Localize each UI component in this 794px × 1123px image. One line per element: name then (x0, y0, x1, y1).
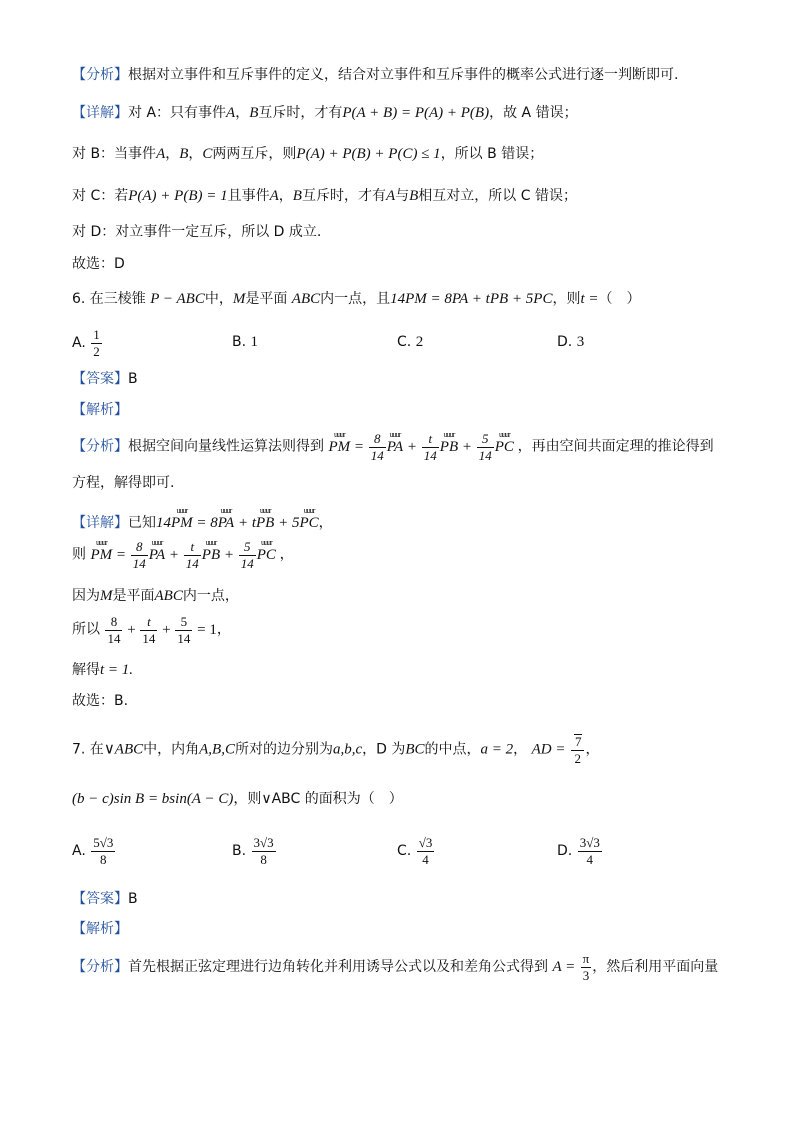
q5-line-b-post: ，所以 B 错误； (440, 146, 544, 162)
q5-event-b: B (249, 105, 259, 121)
analysis-label: 【分析】 (72, 67, 128, 83)
q6-then-formula: uuur PM = $\frac{8}{14}$ uuur PA + $\frac{t}{14}$ uuur PB + $\frac{5}{14}$ uuur PC (90, 547, 279, 563)
q7-stem: 7. 在∨ABC中，内角A,B,C所对的边分别为a,b,c，D 为BC的中点，a = 2， AD = $\frac{7}{2}$ ， (72, 734, 600, 766)
q7-option-a-value: $\frac{5√3}{8}$ (93, 835, 114, 867)
q5-event-a: A (226, 105, 236, 121)
q5-line-c-mid2: 互斥时，才有 (301, 188, 386, 204)
q6-because (72, 589, 239, 604)
q6-plane: 是平面 (245, 291, 288, 307)
q7-option-b-label: B. (232, 843, 247, 860)
q7-option-c-value: $\frac{√3}{4}$ (418, 835, 433, 867)
q7-analysis-a: A = (552, 959, 576, 976)
q5-c-b: B (292, 188, 302, 204)
q7-stem-pre: 7. 在 (72, 741, 104, 758)
q6-solve (72, 663, 133, 678)
q6-option-d-value: 3 (576, 334, 585, 350)
q5-detail-a-post: ，故 A 错误； (489, 105, 578, 121)
q6-option-a-label: A. (72, 335, 86, 352)
q6-option-d-label: D. (557, 334, 573, 350)
q6-so: 所以 $\frac{8}{14}$ + $\frac{t}{14}$ + $\frac{5}{14}$ = 1， (72, 614, 231, 646)
q7-tri: ∨ABC (103, 741, 144, 758)
q7-ad: AD = (531, 741, 566, 758)
q6-so-result: = 1 (197, 621, 217, 638)
q5-analysis (72, 68, 678, 82)
q7-d: ，D 为 (362, 741, 406, 758)
q6-explain (72, 403, 128, 417)
q6-analysis-post: ，再由空间共面定理的推论得到 (517, 438, 714, 455)
q7-option-d-value: $\frac{3√3}{4}$ (579, 835, 600, 867)
q5-c-b2: B (409, 188, 419, 204)
q6-analysis-formula: uuur PM = $\frac{8}{14}$ uuur PA + $\frac{t}{14}$ uuur PB + $\frac{5}{14}$ uuur PC (328, 439, 517, 455)
q6-because-abc: ABC (154, 588, 183, 604)
q7-ad-value: $\frac{7}{2}$ (571, 734, 585, 765)
q6-then: 则 uuur PM = $\frac{8}{14}$ uuur PA + $\frac{t}{14}$ uuur PB + $\frac{5}{14}$ uuur PC ， (72, 540, 294, 570)
q6-because-label: 因为 (72, 588, 100, 604)
q5-line-c-post: 相互对立，所以 C 错误； (418, 188, 577, 204)
q6-vector-eq: 14PM = 8PA + tPB + 5PC (390, 291, 553, 307)
q6-paren: （ ） (598, 291, 641, 307)
q6-option-b-value: 1 (250, 334, 259, 350)
q6-option-c[interactable] (397, 335, 423, 350)
q5-c-a2: A (385, 188, 396, 204)
q6-stem-pre: 6. 在三棱锥 (72, 291, 146, 307)
q7-equation: (b − c)sin B = bsin(A − C) (72, 791, 234, 807)
q5-analysis-text: 根据对立事件和互斥事件的定义，结合对立事件和互斥事件的概率公式进行逐一判断即可. (128, 67, 679, 83)
q7-analysis-text: 首先根据正弦定理进行边角转化并利用诱导公式以及和差角公式得到 (128, 959, 548, 976)
q5-c-a: A (269, 188, 279, 204)
q6-because-plane: 是平面 (112, 588, 155, 604)
q7-analysis-tail: ，然后利用平面向量 (592, 959, 719, 976)
q6-option-a-value: $\frac{1}{2}$ (93, 327, 100, 359)
q6-because-m: M (100, 588, 113, 604)
answer-label: 【答案】 (72, 371, 128, 387)
q5-line-b-mid: 两两互斥，则 (212, 146, 297, 162)
q6-option-b-label: B. (232, 334, 247, 350)
q7-area: ，则∨ABC 的面积为（ ） (233, 791, 403, 807)
q7-sides-pre: 所对的边分别为 (234, 741, 333, 758)
q6-stem-post: ，则 (552, 291, 581, 307)
q6-stem (72, 292, 641, 307)
detail-label: 【详解】 (72, 515, 128, 531)
detail-label: 【详解】 (72, 105, 128, 121)
explain-label: 【解析】 (72, 402, 128, 418)
q7-answer-value: B (128, 891, 138, 907)
q6-option-b[interactable] (232, 335, 258, 350)
q7-option-c-label: C. (397, 843, 412, 860)
q6-detail-pre: 已知 (128, 515, 156, 531)
q5-line-c-and: 与 (395, 188, 410, 204)
q5-events-c: C (202, 146, 213, 162)
q6-choice: 故选：B. (72, 693, 129, 709)
q6-option-c-label: C. (397, 334, 412, 350)
q5-events-b: B (179, 146, 189, 162)
q7-answer (72, 892, 138, 906)
q6-solve-result: t = 1. (100, 662, 134, 678)
q6-detail: 【详解】已知14uuur PM = 8uuur PA + tuuur PB + 5uuur PC， (72, 510, 333, 531)
q6-answer-value: B (128, 371, 138, 387)
q5-detail-a-pre: 对 A：只有事件 (128, 105, 227, 121)
q7-option-c[interactable] (397, 836, 435, 866)
q5-formula-a: P(A + B) = P(A) + P(B) (342, 105, 490, 121)
q7-option-b[interactable] (232, 836, 277, 866)
answer-label: 【答案】 (72, 891, 128, 907)
q5-line-c-pre: 对 C：若 (72, 188, 129, 204)
q5-line-c-mid: 且事件 (227, 188, 270, 204)
q7-explain (72, 922, 128, 936)
q5-line-b-pre: 对 B：当事件 (72, 146, 157, 162)
q6-analysis-line2: 方程，解得即可. (72, 475, 175, 491)
q7-stem-mid: 中，内角 (143, 741, 200, 758)
q6-t: t = (580, 291, 599, 307)
q5-events-abc: A (156, 146, 166, 162)
q6-then-label: 则 (72, 546, 86, 563)
q6-so-label: 所以 (72, 621, 100, 638)
q5-detail-a-mid: 互斥时，才有 (258, 105, 343, 121)
q6-detail-eq: 14uuur PM = 8uuur PA + tuuur PB + 5uuur PC (156, 515, 319, 531)
q6-point-m: M (232, 291, 246, 307)
q6-analysis (72, 432, 714, 462)
q7-sides: a,b,c (332, 741, 363, 758)
q7-option-d-label: D. (557, 843, 573, 860)
q6-analysis-pre: 根据空间向量线性运算法则得到 (128, 438, 324, 455)
q6-abc: ABC (291, 291, 321, 307)
q6-option-c-value: 2 (415, 334, 424, 350)
q5-choice: 故选：D (72, 256, 125, 272)
analysis-label: 【分析】 (72, 438, 128, 455)
q7-bc: BC (405, 741, 425, 758)
q6-tetra: P − ABC (150, 291, 205, 307)
q5-detail-a: 【详解】对 A：只有事件A，B互斥时，才有P(A + B) = P(A) + P(B)，故 A 错误； (72, 105, 578, 121)
q7-stem-line2 (72, 792, 403, 807)
q5-line-b: 对 B：当事件A，B，C两两互斥，则P(A) + P(B) + P(C) ≤ 1，所以 B 错误； (72, 146, 544, 162)
q7-angles: A,B,C (199, 741, 235, 758)
q7-mid2: 的中点， (424, 741, 481, 758)
q6-option-a[interactable] (72, 328, 103, 358)
q6-solve-label: 解得 (72, 662, 100, 678)
q6-stem-in: 内一点，且 (320, 291, 391, 307)
q7-a: a = 2 (480, 741, 514, 758)
q6-answer (72, 372, 138, 386)
q6-because-tail: 内一点， (182, 588, 239, 604)
q7-analysis (72, 952, 718, 982)
analysis-label: 【分析】 (72, 959, 128, 976)
q7-option-d[interactable] (557, 836, 603, 866)
q5-line-c: 对 C：若P(A) + P(B) = 1且事件A，B互斥时，才有A与B相互对立，所以 C 错误； (72, 188, 577, 204)
q6-stem-mid: 中， (204, 291, 233, 307)
q7-option-a-label: A. (72, 843, 86, 860)
q6-so-formula: $\frac{8}{14}$ + $\frac{t}{14}$ + $\frac{5}{14}$ = 1 (107, 614, 217, 646)
q5-formula-c: P(A) + P(B) = 1 (128, 188, 228, 204)
explain-label: 【解析】 (72, 921, 128, 937)
q5-formula-b: P(A) + P(B) + P(C) ≤ 1 (296, 146, 441, 162)
q6-option-d[interactable] (557, 335, 584, 350)
q7-analysis-pi3: $\frac{\pi}{3}$ (582, 951, 590, 983)
q7-option-a[interactable] (72, 836, 116, 866)
q5-line-d: 对 D：对立事件一定互斥，所以 D 成立. (72, 224, 322, 240)
q7-option-b-value: $\frac{3√3}{8}$ (253, 835, 274, 867)
